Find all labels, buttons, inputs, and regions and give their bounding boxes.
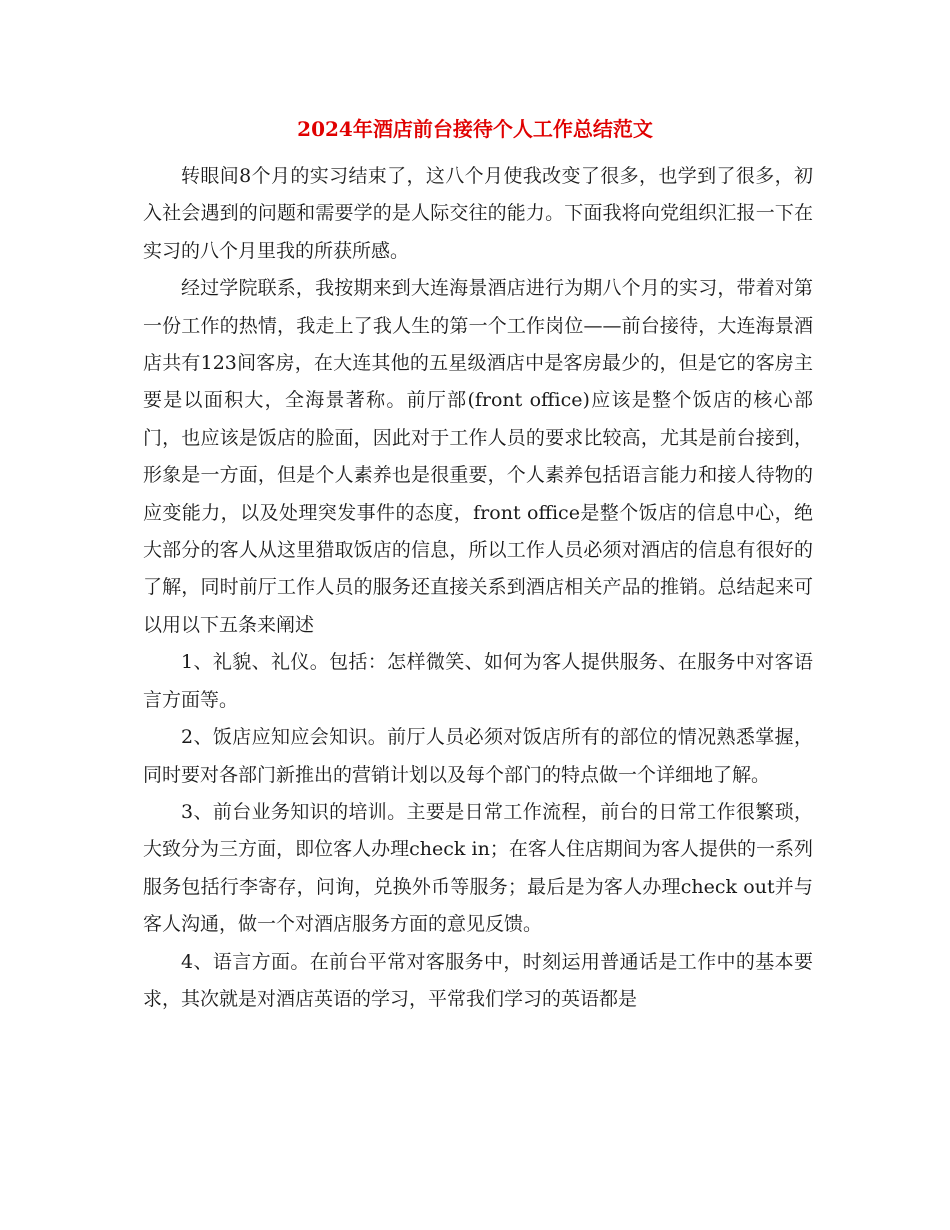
paragraph-internship: 经过学院联系，我按期来到大连海景酒店进行为期八个月的实习，带着对第一份工作的热情，我走上了我人生的第一个工作岗位——前台接待，大连海景酒店共有123间客房，在大连其他的五星级酒店中是客房最少的，但是它的客房主要是以面积大，全海景著称。前厅部(front office)应该是整个饭店的核心部门，也应该是饭店的脸面，因此对于工作人员的要求比较高，尤其是前台接到，形象是一方面，但是个人素养也是很重要，个人素养包括语言能力和接人待物的应变能力，以及处理突发事件的态度，front office是整个饭店的信息中心，绝大部分的客人从这里猎取饭店的信息，所以工作人员必须对酒店的信息有很好的了解，同时前厅工作人员的服务还直接关系到酒店相关产品的推销。总结起来可以用以下五条来阐述 (143, 277, 813, 636)
paragraph-item-2: 2、饭店应知应会知识。前厅人员必须对饭店所有的部位的情况熟悉掌握，同时要对各部门新推出的营销计划以及每个部门的特点做一个详细地了解。 (143, 726, 813, 786)
paragraph-intro: 转眼间8个月的实习结束了，这八个月使我改变了很多，也学到了很多，初入社会遇到的问题和需要学的是人际交往的能力。下面我将向党组织汇报一下在实习的八个月里我的所获所感。 (143, 165, 813, 262)
document-title: 2024年酒店前台接待个人工作总结范文 (297, 117, 653, 141)
paragraph-item-3: 3、前台业务知识的培训。主要是日常工作流程，前台的日常工作很繁琐，大致分为三方面，即位客人办理check in；在客人住店期间为客人提供的一系列服务包括行李寄存，问询，兑换外币等服务；最后是为客人办理check out并与客人沟通，做一个对酒店服务方面的意见反馈。 (143, 800, 813, 936)
document-body (143, 158, 813, 1018)
paragraph-item-1: 1、礼貌、礼仪。包括：怎样微笑、如何为客人提供服务、在服务中对客语言方面等。 (143, 651, 813, 711)
paragraph-item-4: 4、语言方面。在前台平常对客服务中，时刻运用普通话是工作中的基本要求，其次就是对酒店英语的学习，平常我们学习的英语都是 (143, 950, 813, 1010)
